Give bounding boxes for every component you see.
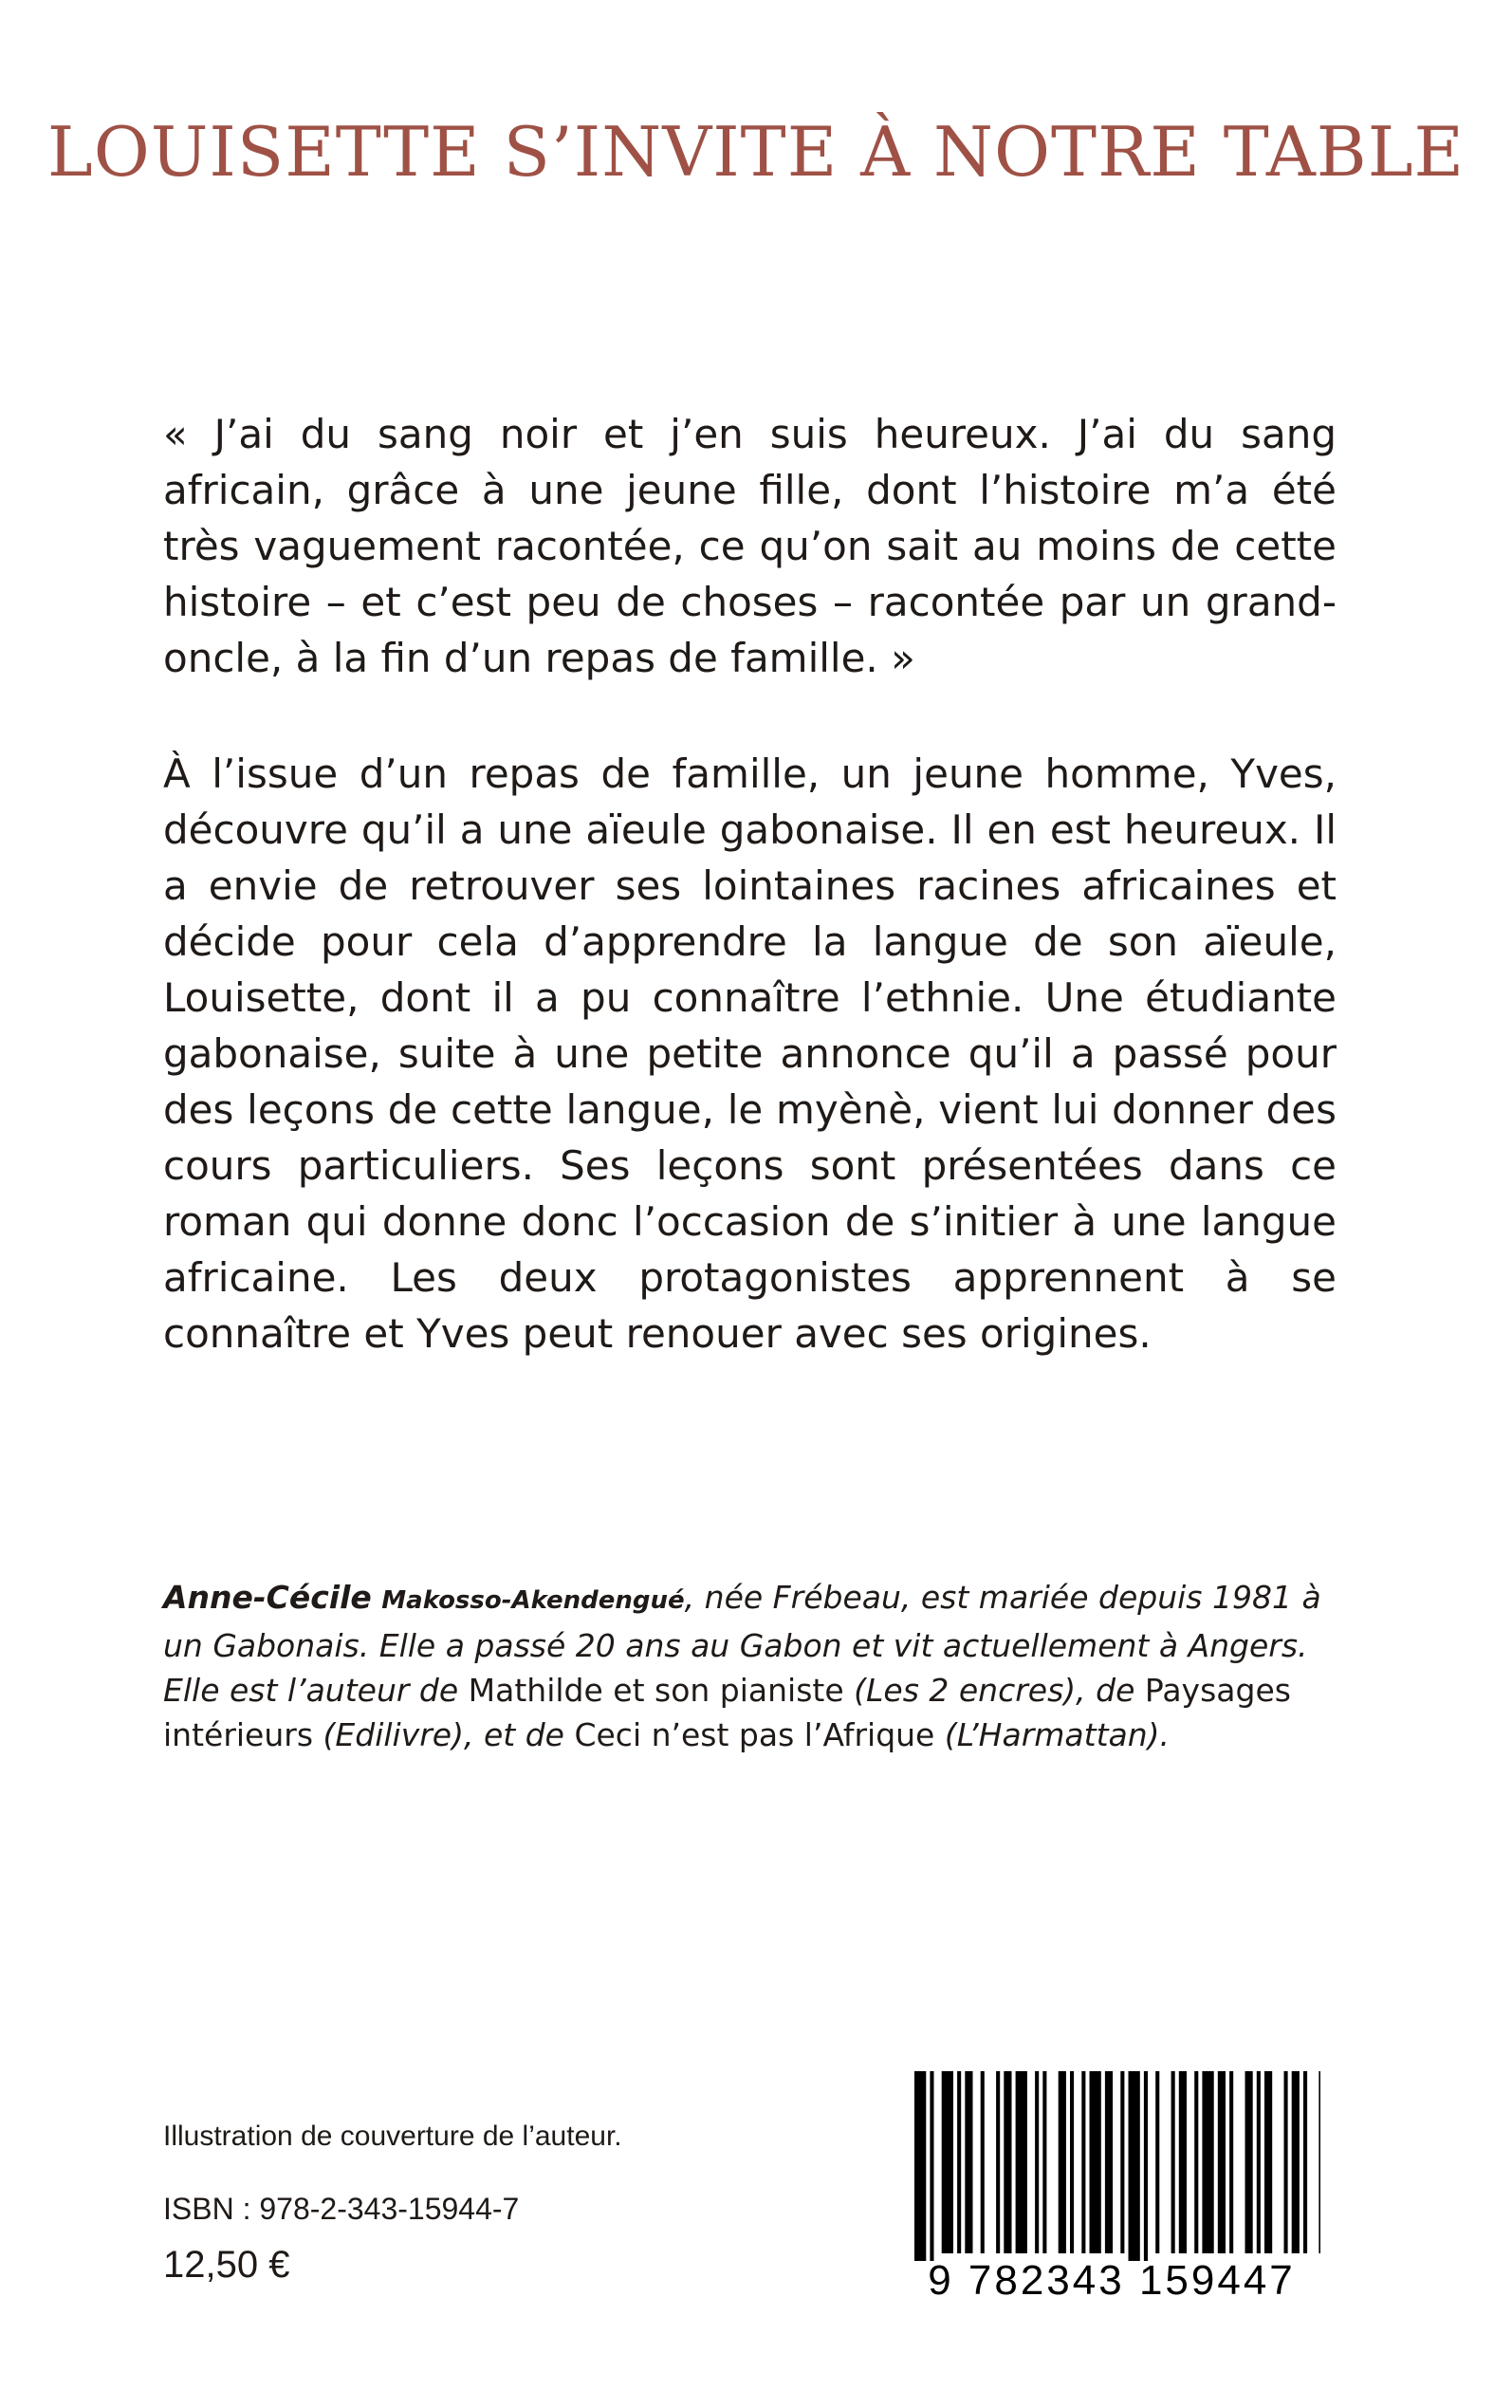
opening-quote: « J’ai du sang noir et j’en suis heureux. J’ai du sang africain, grâce à une jeune fille, dont l’histoire m’a été très vaguement racontée, ce qu’on sait au moins de cette histoire – et c’est peu de choses – racontée par un grand-oncle, à la fin d’un repas de famille. »	[163, 411, 1337, 681]
barcode-bar	[1120, 2071, 1124, 2253]
barcode-bar	[1194, 2071, 1198, 2253]
barcode-bar	[1257, 2071, 1261, 2253]
barcode-bar	[1081, 2071, 1085, 2253]
work-title-2: Paysages intérieurs	[163, 1672, 1291, 1753]
author-last-name: Makosso-Akendengué	[381, 1586, 685, 1615]
barcode-bar	[996, 2071, 1000, 2253]
work-title-1: Mathilde et son pianiste	[468, 1672, 844, 1709]
price-label: 12,50 €	[163, 2244, 290, 2286]
book-summary: À l’issue d’un repas de famille, un jeune homme, Yves, découvre qu’il a une aïeule gabonaise. Il en est heureux. Il a envie de retrouver ses lointaines racines africaines et décide pour cela d’apprendre la langue de son aïeule, Louisette, dont il a pu connaître l’ethnie. Une étudiante gabonaise, suite à une petite annonce qu’il a passé pour des leçons de cette langue, le myènè, vient lui donner des cours particuliers. Ses leçons sont présentées dans ce roman qui donne donc l’occasion de s’initier à une langue africaine. Les deux protagonistes apprennent à se connaître et Yves peut renouer avec ses origines.	[163, 750, 1337, 1357]
bio-text-1: , née Frébeau, est mariée depuis 1981 à un Gabonais. Elle a passé 20 ans au Gabon et vit actuellement à Angers. Elle est l’auteur de	[163, 1579, 1321, 1709]
barcode-bar	[1303, 2071, 1307, 2253]
barcode-bar	[1202, 2071, 1213, 2253]
barcode-bar	[1004, 2071, 1011, 2253]
barcode-bar	[1284, 2071, 1288, 2253]
barcode-bar	[1292, 2071, 1300, 2253]
barcode-bar	[1105, 2071, 1113, 2253]
barcode-bar	[1129, 2071, 1140, 2261]
barcode-bar	[1264, 2071, 1272, 2253]
barcode-digits: 9 782343 159447	[928, 2257, 1296, 2304]
bio-text-4: (L’Harmattan).	[934, 1716, 1171, 1753]
barcode-bar	[1042, 2071, 1046, 2253]
barcode-bar	[1070, 2071, 1074, 2253]
barcode	[903, 2071, 1320, 2313]
barcode-bar	[1218, 2071, 1226, 2253]
book-title: LOUISETTE S’INVITE À NOTRE TABLE	[46, 112, 1466, 192]
barcode-bar	[1229, 2071, 1233, 2253]
barcode-bar	[942, 2071, 953, 2253]
barcode-bar	[965, 2071, 972, 2253]
barcode-bar	[981, 2071, 985, 2253]
barcode-bar	[1155, 2071, 1159, 2253]
barcode-bar	[1318, 2071, 1320, 2253]
barcode-bar	[1016, 2071, 1027, 2253]
barcode-bar	[1090, 2071, 1101, 2253]
barcode-bar	[914, 2071, 926, 2261]
illustration-credit: Illustration de couverture de l’auteur.	[163, 2121, 622, 2152]
barcode-bar	[1059, 2071, 1066, 2253]
bio-text-2: (Les 2 encres), de	[843, 1672, 1145, 1709]
barcode-bar	[1035, 2071, 1039, 2253]
work-title-3: Ceci n’est pas l’Afrique	[574, 1716, 935, 1753]
author-bio	[163, 1575, 1337, 1757]
barcode-bar	[1171, 2071, 1175, 2253]
barcode-bar	[930, 2071, 933, 2261]
barcode-bar	[1179, 2071, 1187, 2253]
author-first-name: Anne-Cécile	[163, 1579, 372, 1616]
barcode-bar	[957, 2071, 961, 2253]
barcode-bar	[1144, 2071, 1148, 2261]
barcode-bar	[1245, 2071, 1253, 2253]
bio-text-3: (Edilivre), et de	[313, 1716, 575, 1753]
isbn-label: ISBN : 978-2-343-15944-7	[163, 2192, 520, 2226]
barcode-bars-icon	[903, 2071, 1320, 2261]
